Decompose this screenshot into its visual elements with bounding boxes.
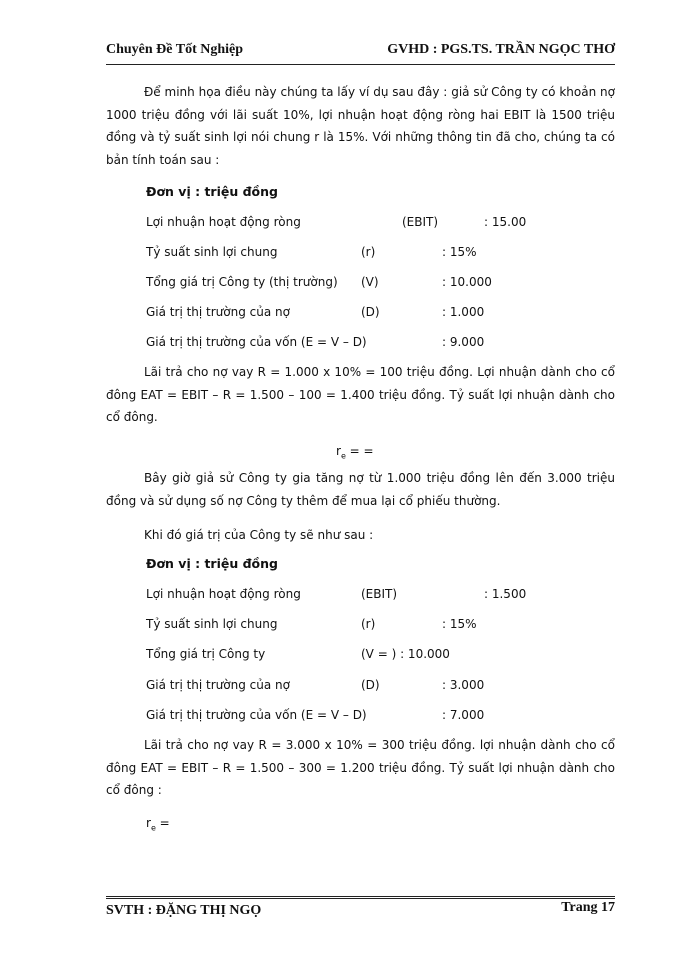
debt-increase-paragraph: Bây giờ giả sử Công ty gia tăng nợ từ 1.000 triệu đồng lên đến 3.000 triệu đồng và sử dụng số nợ Công ty thêm để mua lại cổ phiếu thường. (106, 471, 615, 508)
row-symbol: (EBIT) (402, 215, 439, 229)
row-symbol: (r) (361, 617, 376, 631)
row-symbol: (V = ) : 10.000 (361, 647, 450, 661)
row-value: : 15% (442, 617, 477, 631)
interest-paragraph-1: Lãi trả cho nợ vay R = 1.000 x 10% = 100 triệu đồng. Lợi nhuận dành cho cổ đông EAT = EBIT – R = 1.500 – 100 = 1.400 triệu đồng. Tỷ suất lợi nhuận dành cho cổ đông. (106, 365, 615, 424)
row-symbol: (EBIT) (361, 587, 398, 601)
intro-paragraph: Để minh họa điều này chúng ta lấy ví dụ sau đây : giả sử Công ty có khoản nợ 1000 triệu đồng với lãi suất 10%, lợi nhuận hoạt động ròng hai EBIT là 1500 triệu đồng và tỷ suất sinh lợi nói chung r là 15%. Với những thông tin đã cho, chúng ta có bản tính toán sau : (106, 85, 615, 167)
row-label: Tỷ suất sinh lợi chung (146, 617, 278, 631)
row-label: Tổng giá trị Công ty (146, 647, 266, 661)
table2-row (146, 708, 566, 726)
row-symbol: (D) (361, 305, 380, 319)
table2-row (146, 678, 566, 696)
row-label: Lợi nhuận hoạt động ròng (146, 587, 301, 601)
footer-divider (106, 896, 615, 899)
row-label: Tổng giá trị Công ty (thị trường) (146, 275, 338, 289)
table1-row (146, 215, 566, 233)
row-label: Lợi nhuận hoạt động ròng (146, 215, 301, 229)
formula-return-on-equity-1: $r_e$ = = (336, 444, 374, 461)
row-symbol: (D) (361, 678, 380, 692)
table1-unit-label: Đơn vị : triệu đồng (146, 184, 278, 199)
row-value: : 3.000 (442, 678, 485, 692)
table1-row (146, 275, 566, 293)
table2-row (146, 587, 566, 605)
page-number: Trang 17 (561, 900, 615, 915)
row-value: : 15% (442, 245, 477, 259)
table1-row (146, 335, 566, 353)
company-value-intro: Khi đó giá trị của Công ty sẽ như sau : (144, 528, 374, 542)
table2-row (146, 647, 566, 665)
row-label: Tỷ suất sinh lợi chung (146, 245, 278, 259)
header-supervisor: GVHD : PGS.TS. TRẦN NGỌC THƠ (387, 42, 615, 57)
row-value: : 15.00 (484, 215, 527, 229)
table1-row (146, 305, 566, 323)
header-divider (106, 64, 615, 65)
row-label: Giá trị thị trường của nợ (146, 678, 290, 692)
row-symbol: (V) (361, 275, 379, 289)
page-footer (106, 900, 615, 923)
row-value: : 7.000 (442, 708, 485, 722)
row-symbol: (r) (361, 245, 376, 259)
table2-unit-label: Đơn vị : triệu đồng (146, 556, 278, 571)
formula-return-on-equity-2: $r_e$ = (146, 816, 170, 833)
interest-paragraph-2: Lãi trả cho nợ vay R = 3.000 x 10% = 300 triệu đồng. lợi nhuận dành cho cổ đông EAT = EBIT – R = 1.500 – 300 = 1.200 triệu đồng. Tỷ suất lợi nhuận dành cho cổ đông : (106, 738, 615, 797)
row-value: : 10.000 (442, 275, 492, 289)
row-value: : 1.000 (442, 305, 485, 319)
table1-row (146, 245, 566, 263)
row-value: : 1.500 (484, 587, 527, 601)
table2-row (146, 617, 566, 635)
footer-student: SVTH : ĐẶNG THỊ NGỌ (106, 903, 262, 918)
row-label: Giá trị thị trường của nợ (146, 305, 290, 319)
header-course-title: Chuyên Đề Tốt Nghiệp (106, 42, 244, 57)
page-header (106, 42, 615, 64)
row-label: Giá trị thị trường của vốn (E = V – D) (146, 708, 367, 722)
row-label: Giá trị thị trường của vốn (E = V – D) (146, 335, 367, 349)
row-value: : 9.000 (442, 335, 485, 349)
